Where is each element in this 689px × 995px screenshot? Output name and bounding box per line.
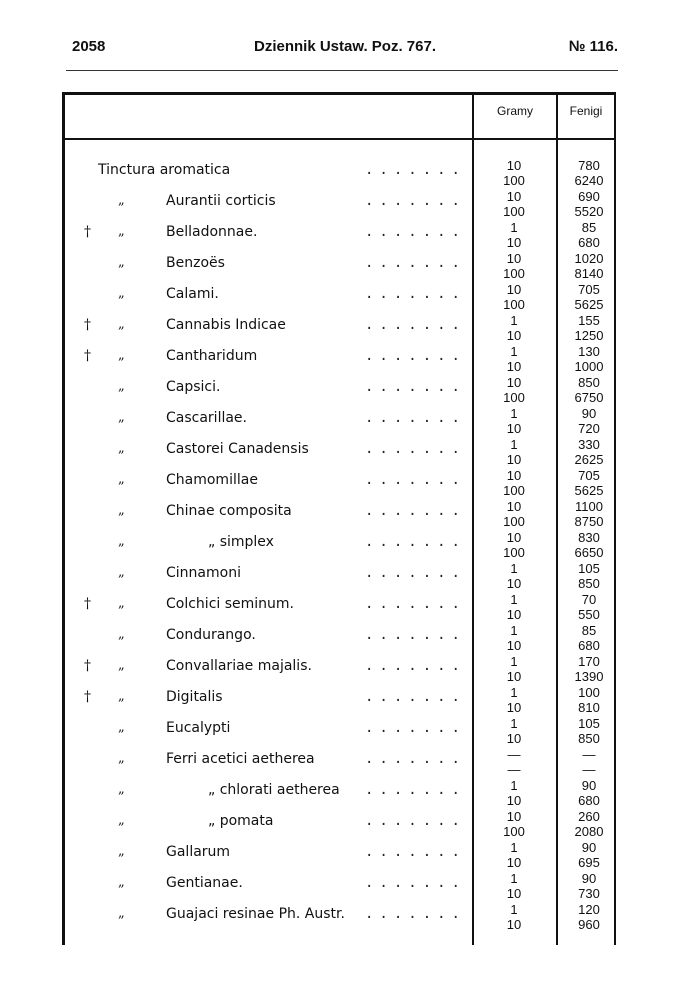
ditto-mark: „ [118, 813, 125, 828]
fenigi-value: 120 [578, 902, 600, 917]
fenigi-value: 1000 [574, 359, 604, 374]
gramy-value: 100 [503, 266, 525, 281]
fenigi-value: 8140 [574, 266, 604, 281]
fenigi-value: 105 [578, 561, 600, 576]
ditto-mark: „ [118, 224, 125, 239]
table-row [66, 592, 616, 623]
fenigi-value: 90 [581, 778, 597, 793]
table-row [66, 654, 616, 685]
ditto-mark: „ [118, 627, 125, 642]
table-row [66, 623, 616, 654]
table-row [66, 685, 616, 716]
dot-leader: ....... [364, 348, 466, 364]
table-row [66, 468, 616, 499]
ditto-mark: „ [118, 565, 125, 580]
ditto-mark: „ [118, 875, 125, 890]
dot-leader: ....... [364, 906, 466, 922]
gramy-value: 10 [506, 251, 522, 266]
tincture-name: Capsici. [166, 379, 221, 395]
tincture-name: „ chlorati aetherea [208, 782, 340, 798]
dot-leader: ....... [364, 596, 466, 612]
table-row [66, 344, 616, 375]
fenigi-value: 90 [581, 840, 597, 855]
table-row [66, 251, 616, 282]
gramy-value: 1 [510, 623, 518, 638]
fenigi-value: 810 [578, 700, 600, 715]
ditto-mark: „ [118, 286, 125, 301]
tincture-name: Benzoës [166, 255, 225, 271]
ditto-mark: „ [118, 658, 125, 673]
table-row [66, 437, 616, 468]
fenigi-value: 850 [578, 576, 600, 591]
gramy-value: 10 [506, 886, 522, 901]
fenigi-value: 850 [578, 731, 600, 746]
gramy-value: 10 [506, 809, 522, 824]
table-row [66, 530, 616, 561]
gramy-value: 1 [510, 654, 518, 669]
dot-leader: ....... [364, 472, 466, 488]
tincture-name: Tinctura aromatica [98, 162, 231, 178]
fenigi-value: 170 [578, 654, 600, 669]
tincture-name: Castorei Canadensis [166, 441, 309, 457]
fenigi-value: — [582, 747, 596, 762]
gramy-value: 1 [510, 840, 518, 855]
tincture-name: Digitalis [166, 689, 223, 705]
gramy-value: 10 [506, 530, 522, 545]
tincture-name: Gentianae. [166, 875, 243, 891]
gramy-value: 1 [510, 437, 518, 452]
gramy-value: 10 [506, 793, 522, 808]
table-row [66, 561, 616, 592]
gramy-value: 1 [510, 592, 518, 607]
fenigi-value: 6750 [574, 390, 604, 405]
dagger-mark: † [84, 317, 91, 333]
tincture-name: Colchici seminum. [166, 596, 294, 612]
fenigi-value: 705 [578, 282, 600, 297]
fenigi-value: 830 [578, 530, 600, 545]
gramy-value: 10 [506, 731, 522, 746]
table-row [66, 406, 616, 437]
gramy-value: 10 [506, 189, 522, 204]
fenigi-value: 85 [581, 623, 597, 638]
tincture-name: „ pomata [208, 813, 274, 829]
gramy-value: — [507, 762, 521, 777]
dot-leader: ....... [364, 441, 466, 457]
ditto-mark: „ [118, 193, 125, 208]
gramy-value: 1 [510, 778, 518, 793]
ditto-mark: „ [118, 410, 125, 425]
gramy-value: 1 [510, 561, 518, 576]
gramy-value: 10 [506, 917, 522, 932]
fenigi-value: 550 [578, 607, 600, 622]
fenigi-value: 5520 [574, 204, 604, 219]
fenigi-value: 6240 [574, 173, 604, 188]
table-row [66, 499, 616, 530]
fenigi-value: 780 [578, 158, 600, 173]
dot-leader: ....... [364, 224, 466, 240]
dot-leader: ....... [364, 255, 466, 271]
fenigi-value: 155 [578, 313, 600, 328]
gramy-value: 10 [506, 607, 522, 622]
tincture-name: Cinnamoni [166, 565, 241, 581]
dot-leader: ....... [364, 813, 466, 829]
dot-leader: ....... [364, 193, 466, 209]
gramy-value: 10 [506, 669, 522, 684]
fenigi-value: 850 [578, 375, 600, 390]
fenigi-value: 5625 [574, 297, 604, 312]
tincture-name: Cascarillae. [166, 410, 247, 426]
tincture-name: Aurantii corticis [166, 193, 276, 209]
tincture-name: Ferri acetici aetherea [166, 751, 315, 767]
ditto-mark: „ [118, 503, 125, 518]
gramy-value: 100 [503, 824, 525, 839]
column-header-fenigi: Fenigi [569, 104, 603, 118]
fenigi-value: 705 [578, 468, 600, 483]
table-row [66, 158, 616, 189]
dot-leader: ....... [364, 379, 466, 395]
dot-leader: ....... [364, 689, 466, 705]
fenigi-value: 690 [578, 189, 600, 204]
tincture-name: Guajaci resinae Ph. Austr. [166, 906, 345, 922]
table-row [66, 747, 616, 778]
tincture-name: Eucalypti [166, 720, 231, 736]
page-header [72, 38, 618, 62]
column-header-gramy: Gramy [497, 104, 533, 118]
ditto-mark: „ [118, 317, 125, 332]
table-row [66, 809, 616, 840]
gramy-value: 10 [506, 468, 522, 483]
page-number: 2058 [72, 38, 106, 55]
table-row [66, 220, 616, 251]
fenigi-value: — [582, 762, 596, 777]
gramy-value: 10 [506, 452, 522, 467]
dagger-mark: † [84, 596, 91, 612]
journal-title: Dziennik Ustaw. Poz. 767. [254, 38, 436, 55]
dot-leader: ....... [364, 162, 466, 178]
ditto-mark: „ [118, 441, 125, 456]
tincture-name: Chinae composita [166, 503, 292, 519]
dot-leader: ....... [364, 844, 466, 860]
fenigi-value: 695 [578, 855, 600, 870]
ditto-mark: „ [118, 379, 125, 394]
gramy-value: 100 [503, 204, 525, 219]
gramy-value: 1 [510, 406, 518, 421]
ditto-mark: „ [118, 689, 125, 704]
gramy-value: 10 [506, 576, 522, 591]
fenigi-value: 90 [581, 406, 597, 421]
gramy-value: 10 [506, 282, 522, 297]
fenigi-value: 330 [578, 437, 600, 452]
fenigi-value: 130 [578, 344, 600, 359]
ditto-mark: „ [118, 348, 125, 363]
fenigi-value: 8750 [574, 514, 604, 529]
fenigi-value: 1250 [574, 328, 604, 343]
fenigi-value: 2625 [574, 452, 604, 467]
gramy-value: 1 [510, 344, 518, 359]
dagger-mark: † [84, 689, 91, 705]
dot-leader: ....... [364, 503, 466, 519]
table-header-rule [62, 138, 616, 140]
fenigi-value: 680 [578, 638, 600, 653]
gramy-value: — [507, 747, 521, 762]
ditto-mark: „ [118, 534, 125, 549]
ditto-mark: „ [118, 906, 125, 921]
header-rule [66, 70, 618, 71]
fenigi-value: 730 [578, 886, 600, 901]
dot-leader: ....... [364, 534, 466, 550]
fenigi-value: 70 [581, 592, 597, 607]
table-row [66, 313, 616, 344]
fenigi-value: 1390 [574, 669, 604, 684]
fenigi-value: 260 [578, 809, 600, 824]
gramy-value: 100 [503, 545, 525, 560]
tincture-name: Condurango. [166, 627, 256, 643]
fenigi-value: 680 [578, 235, 600, 250]
ditto-mark: „ [118, 255, 125, 270]
dot-leader: ....... [364, 317, 466, 333]
table-row [66, 840, 616, 871]
table-body [66, 158, 616, 933]
tincture-name: Cannabis Indicae [166, 317, 286, 333]
gramy-value: 10 [506, 328, 522, 343]
dagger-mark: † [84, 658, 91, 674]
fenigi-value: 720 [578, 421, 600, 436]
gramy-value: 100 [503, 514, 525, 529]
table-row [66, 189, 616, 220]
fenigi-value: 85 [581, 220, 597, 235]
tincture-name: Calami. [166, 286, 219, 302]
gramy-value: 10 [506, 499, 522, 514]
dot-leader: ....... [364, 751, 466, 767]
gramy-value: 1 [510, 685, 518, 700]
table-row [66, 902, 616, 933]
table-row [66, 282, 616, 313]
gramy-value: 1 [510, 871, 518, 886]
table-row [66, 778, 616, 809]
fenigi-value: 90 [581, 871, 597, 886]
fenigi-value: 1020 [574, 251, 604, 266]
ditto-mark: „ [118, 720, 125, 735]
ditto-mark: „ [118, 751, 125, 766]
gramy-value: 1 [510, 313, 518, 328]
gramy-value: 100 [503, 483, 525, 498]
fenigi-value: 5625 [574, 483, 604, 498]
fenigi-value: 100 [578, 685, 600, 700]
dot-leader: ....... [364, 627, 466, 643]
fenigi-value: 105 [578, 716, 600, 731]
dot-leader: ....... [364, 410, 466, 426]
table-row [66, 871, 616, 902]
fenigi-value: 2080 [574, 824, 604, 839]
tincture-name: Belladonnae. [166, 224, 258, 240]
gramy-value: 1 [510, 716, 518, 731]
table-row [66, 375, 616, 406]
fenigi-value: 680 [578, 793, 600, 808]
gramy-value: 10 [506, 638, 522, 653]
table-row [66, 716, 616, 747]
ditto-mark: „ [118, 596, 125, 611]
gramy-value: 1 [510, 220, 518, 235]
gramy-value: 1 [510, 902, 518, 917]
gramy-value: 10 [506, 375, 522, 390]
fenigi-value: 1100 [575, 499, 603, 514]
gramy-value: 10 [506, 359, 522, 374]
tincture-name: „ simplex [208, 534, 274, 550]
dot-leader: ....... [364, 286, 466, 302]
tincture-name: Gallarum [166, 844, 231, 860]
gramy-value: 10 [506, 421, 522, 436]
gramy-value: 100 [503, 390, 525, 405]
gramy-value: 100 [503, 297, 525, 312]
ditto-mark: „ [118, 844, 125, 859]
dot-leader: ....... [364, 565, 466, 581]
ditto-mark: „ [118, 472, 125, 487]
ditto-mark: „ [118, 782, 125, 797]
gramy-value: 10 [506, 855, 522, 870]
fenigi-value: 6650 [574, 545, 604, 560]
dot-leader: ....... [364, 658, 466, 674]
dagger-mark: † [84, 224, 91, 240]
dot-leader: ....... [364, 875, 466, 891]
dagger-mark: † [84, 348, 91, 364]
gramy-value: 10 [506, 700, 522, 715]
gramy-value: 10 [506, 235, 522, 250]
dot-leader: ....... [364, 720, 466, 736]
gramy-value: 10 [506, 158, 522, 173]
tincture-name: Cantharidum [166, 348, 258, 364]
dot-leader: ....... [364, 782, 466, 798]
tincture-name: Chamomillae [166, 472, 258, 488]
tincture-name: Convallariae majalis. [166, 658, 312, 674]
issue-number: № 116. [568, 38, 618, 55]
gramy-value: 100 [503, 173, 525, 188]
fenigi-value: 960 [578, 917, 600, 932]
